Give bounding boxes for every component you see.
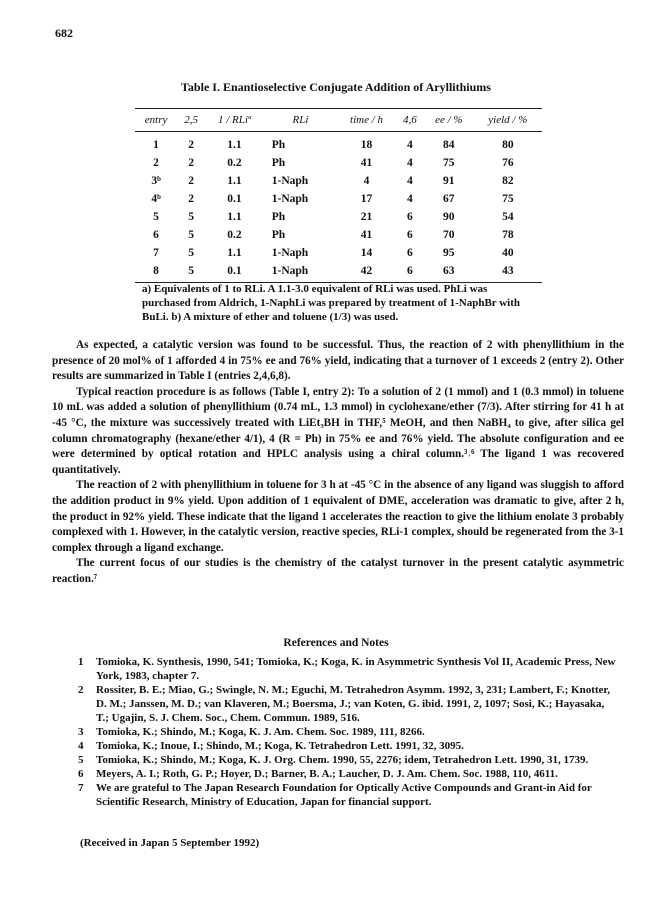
cell-rli: 1-Naph xyxy=(271,247,309,259)
cell-rli: Ph xyxy=(271,229,286,241)
cell-yield: 78 xyxy=(502,229,514,241)
cell-entry: 8 xyxy=(135,262,177,283)
cell-yield: 54 xyxy=(502,211,514,223)
cell-entry: 7 xyxy=(153,247,159,259)
cell-product: 6 xyxy=(406,211,413,223)
reference-number: 2 xyxy=(78,684,84,696)
cell-entry: 2 xyxy=(153,157,159,169)
cell-ee: 95 xyxy=(443,247,455,259)
reference-text: We are grateful to The Japan Research Foundation for Optically Active Compounds and Grant-in Aid for Scientific Research, Ministry of Education, Japan for financial support. xyxy=(96,782,592,808)
paragraph: As expected, a catalytic version was found to be successful. Thus, the reaction of 2 with phenyllithium in the presence of 20 mol% of 1 afforded 4 in 75% ee and 76% yield, indicating that a turnover of 1 exceeds 2 (entry 2). Other results are summarized in Table I (entries 2,4,6,8). xyxy=(52,339,624,383)
table-row xyxy=(135,172,542,190)
table-row xyxy=(135,226,542,244)
cell-rli: 1-Naph xyxy=(271,175,309,187)
cell-product: 6 xyxy=(406,247,413,259)
table-footnote: a) Equivalents of 1 to RLi. A 1.1-3.0 equivalent of RLi was used. PhLi was purchased from Aldrich, 1-NaphLi was prepared by treatment of 1-NaphBr with BuLi. b) A mixture of ether and toluene (1/3) was used. xyxy=(142,283,520,323)
cell-substrate: 5 xyxy=(188,229,195,241)
cell-ee: 91 xyxy=(443,175,455,187)
table-caption: Table I. Enantioselective Conjugate Addition of Aryllithiums xyxy=(181,80,491,94)
paragraph: The reaction of 2 with phenyllithium in toluene for 3 h at -45 °C in the absence of any ligand was sluggish to afford the addition product in 9% yield. Upon addition of 1 equivalent of DME, acceleration was dramatic to give, after 2 h, the product in 92% yield. These indicate that the ligand 1 accelerates the reaction to give the lithium enolate 3 probably complexed with 1. However, in the catalytic version, reactive species, RLi-1 complex, should be regenerated from the 3-1 complex through a ligand exchange. xyxy=(52,479,624,554)
cell-time: 4 xyxy=(363,175,370,187)
cell-ratio: 1.1 xyxy=(227,139,242,151)
cell-entry: 1 xyxy=(153,139,159,151)
col-header-yield: yield / % xyxy=(474,109,542,132)
cell-ratio: 1.1 xyxy=(227,211,242,223)
cell-ee: 90 xyxy=(443,211,455,223)
reference-item xyxy=(78,781,618,809)
reference-item xyxy=(78,767,618,781)
reference-text: Meyers, A. I.; Roth, G. P.; Hoyer, D.; Barner, B. A.; Laucher, D. J. Am. Chem. Soc. 1988, 110, 4611. xyxy=(96,768,558,780)
paragraph: The current focus of our studies is the chemistry of the catalyst turnover in the present catalytic asymmetric reaction.⁷ xyxy=(52,557,624,585)
cell-product: 6 xyxy=(406,229,413,241)
cell-ee: 75 xyxy=(443,157,455,169)
reference-text: Tomioka, K. Synthesis, 1990, 541; Tomioka, K.; Koga, K. in Asymmetric Synthesis Vol II, Academic Press, New York, 1983, chapter 7. xyxy=(96,656,616,682)
cell-ee: 63 xyxy=(424,262,474,283)
cell-rli: 1-Naph xyxy=(271,193,309,205)
cell-substrate: 2 xyxy=(188,193,195,205)
reference-number: 5 xyxy=(78,754,84,766)
table-row xyxy=(135,132,542,155)
cell-product: 6 xyxy=(396,262,424,283)
table-row xyxy=(135,154,542,172)
reference-text: Tomioka, K.; Inoue, I.; Shindo, M.; Koga, K. Tetrahedron Lett. 1991, 32, 3095. xyxy=(96,740,464,752)
cell-entry: 5 xyxy=(153,211,159,223)
reference-item xyxy=(78,753,618,767)
reference-number: 7 xyxy=(78,782,84,794)
cell-substrate: 2 xyxy=(188,139,195,151)
table-row xyxy=(135,208,542,226)
cell-ee: 84 xyxy=(443,139,455,151)
table-row xyxy=(135,244,542,262)
paragraph: Typical reaction procedure is as follows (Table I, entry 2): To a solution of 2 (1 mmol) and 1 (0.3 mmol) in toluene 10 mL was added a solution of phenyllithium (0.74 mL, 1.3 mmol) in cyclohexane/ether (7/3). After stirring for 41 h at -45 °C, the mixture was successively treated with LiEt₃BH in THF,⁵ MeOH, and then NaBH₄ to give, after silica gel column chromatography (hexane/ether 4/1), 4 (R = Ph) in 75% ee and 76% yield. The absolute configuration and ee were determined by optical rotation and HPLC analysis using a chiral column.³˒⁶ The ligand 1 was recovered quantitatively. xyxy=(52,385,624,476)
references-heading: References and Notes xyxy=(283,637,389,649)
table-row xyxy=(135,190,542,208)
results-table xyxy=(135,108,542,283)
col-header-rli: RLi xyxy=(264,109,338,132)
reference-number: 3 xyxy=(78,726,84,738)
col-header-time: time / h xyxy=(337,109,396,132)
cell-yield: 43 xyxy=(474,262,542,283)
cell-rli: Ph xyxy=(271,211,286,223)
cell-time: 41 xyxy=(360,229,373,241)
reference-item xyxy=(78,725,618,739)
col-header-entry: entry xyxy=(135,109,177,132)
cell-ratio: 0.2 xyxy=(227,157,242,169)
reference-item xyxy=(78,739,618,753)
cell-entry: 3ᵇ xyxy=(151,175,161,187)
table-row xyxy=(135,262,542,283)
reference-text: Tomioka, K.; Shindo, M.; Koga, K. J. Am. Chem. Soc. 1989, 111, 8266. xyxy=(96,726,425,738)
cell-substrate: 2 xyxy=(188,175,195,187)
cell-yield: 75 xyxy=(502,193,514,205)
cell-time: 41 xyxy=(360,157,373,169)
cell-ratio: 1.1 xyxy=(227,247,242,259)
cell-ratio: 1.1 xyxy=(227,175,242,187)
cell-product: 4 xyxy=(406,157,413,169)
cell-ratio: 0.1 xyxy=(227,193,242,205)
cell-time: 21 xyxy=(360,211,373,223)
cell-yield: 82 xyxy=(502,175,514,187)
cell-time: 42 xyxy=(337,262,396,283)
reference-number: 1 xyxy=(78,656,84,668)
cell-rli: Ph xyxy=(271,139,286,151)
cell-rli: Ph xyxy=(271,157,286,169)
col-header-substrate: 2,5 xyxy=(177,109,205,132)
col-header-ratio: 1 / RLiª xyxy=(205,109,264,132)
cell-time: 14 xyxy=(360,247,373,259)
reference-item xyxy=(78,655,618,683)
cell-yield: 76 xyxy=(502,157,514,169)
cell-entry: 4ᵇ xyxy=(151,193,161,205)
col-header-ee: ee / % xyxy=(424,109,474,132)
cell-product: 4 xyxy=(406,193,413,205)
reference-text: Rossiter, B. E.; Miao, G.; Swingle, N. M.; Eguchi, M. Tetrahedron Asymm. 1992, 3, 231; Lambert, F.; Knotter, D. M.; Janssen, M. D.; van Klaveren, M.; Boersma, J.; van Koten, G. ibid. 1991, 2, 1097; Sosi, K.; Hayasaka, T.; Ugajin, S. J. Chem. Soc., Chem. Commun. 1989, 516. xyxy=(96,684,611,724)
reference-text: Tomioka, K.; Shindo, M.; Koga, K. J. Org. Chem. 1990, 55, 2276; idem, Tetrahedron Lett. 1990, 31, 1739. xyxy=(96,754,589,766)
cell-ee: 67 xyxy=(443,193,455,205)
cell-ratio: 0.2 xyxy=(227,229,242,241)
cell-ee: 70 xyxy=(443,229,455,241)
cell-time: 18 xyxy=(360,139,373,151)
cell-substrate: 5 xyxy=(177,262,205,283)
reference-number: 4 xyxy=(78,740,84,752)
cell-ratio: 0.1 xyxy=(205,262,264,283)
cell-product: 4 xyxy=(406,139,413,151)
body-text xyxy=(52,338,624,588)
cell-time: 17 xyxy=(360,193,373,205)
cell-rli: 1-Naph xyxy=(264,262,338,283)
cell-substrate: 5 xyxy=(188,211,195,223)
page-number: 682 xyxy=(55,26,73,40)
references-list xyxy=(78,655,618,809)
col-header-product: 4,6 xyxy=(396,109,424,132)
cell-substrate: 2 xyxy=(188,157,195,169)
received-date: (Received in Japan 5 September 1992) xyxy=(80,837,260,849)
cell-product: 4 xyxy=(406,175,413,187)
table-header-row xyxy=(135,109,542,132)
cell-yield: 40 xyxy=(502,247,514,259)
cell-yield: 80 xyxy=(502,139,514,151)
reference-number: 6 xyxy=(78,768,84,780)
cell-entry: 6 xyxy=(153,229,159,241)
reference-item xyxy=(78,683,618,725)
cell-substrate: 5 xyxy=(188,247,195,259)
